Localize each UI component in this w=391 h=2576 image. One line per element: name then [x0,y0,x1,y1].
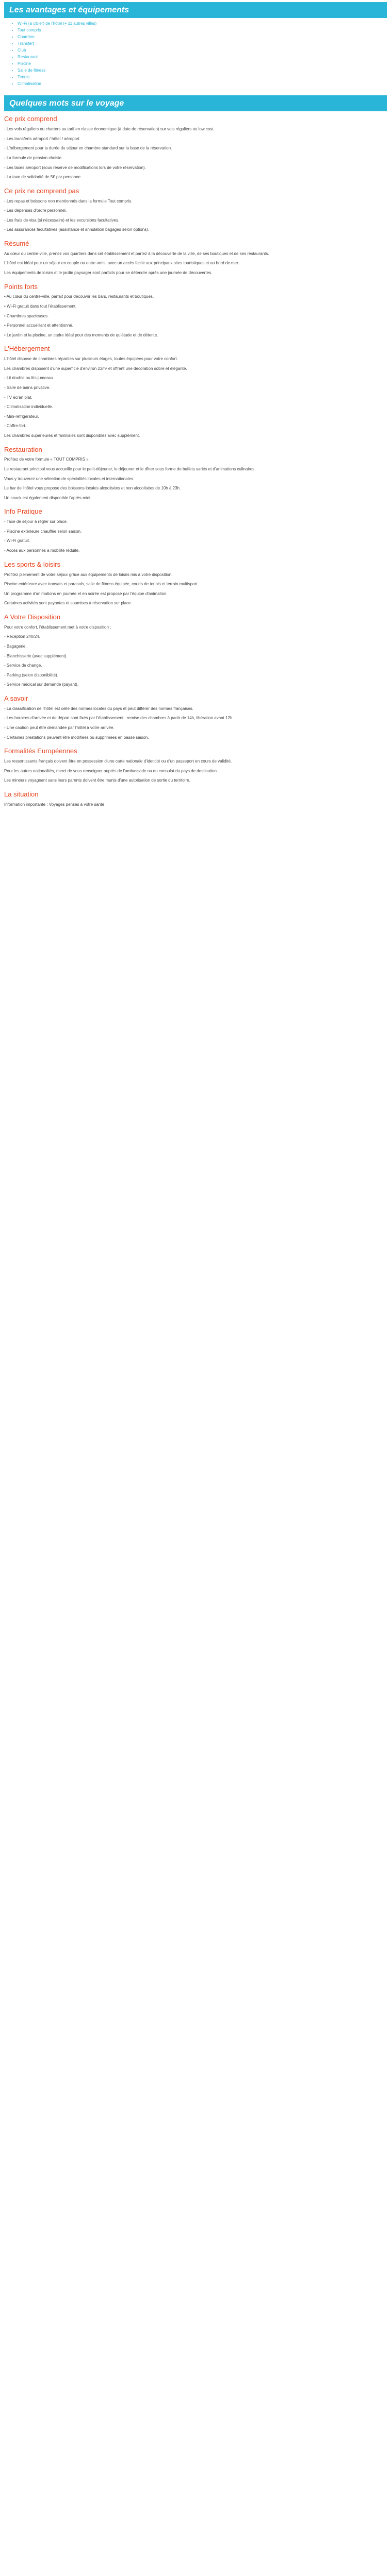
section-heading: Résumé [4,240,29,247]
advantage-item [18,40,387,47]
section-paragraph: Un snack est également disponible l'après-midi. [4,495,92,500]
advantage-item [18,54,387,60]
section-paragraph: - Parking (selon disponibilité). [4,672,58,677]
section-paragraph: Les équipements de loisirs et le jardin paysager sont parfaits pour se détendre après une journée de découvertes. [4,270,213,276]
section-heading: Info Pratique [4,507,42,516]
section-paragraph: • Wi-Fi gratuit dans tout l'établissement. [4,304,77,309]
section-paragraph: Les mineurs voyageant sans leurs parents doivent être munis d'une autorisation de sortie du territoire. [4,778,190,783]
section-paragraph: - Les transferts aéroport / hôtel / aéroport. [4,136,81,141]
section-paragraph: - Service médical sur demande (payant). [4,682,79,687]
section-paragraph: Le bar de l'hôtel vous propose des boissons locales alcoolisées et non alcoolisées de 10h à 23h. [4,486,181,491]
advantage-item [18,47,387,54]
section-paragraph: - Les dépenses d'ordre personnel. [4,208,67,213]
advantage-item [18,67,387,74]
section-paragraph: - Les vols réguliers ou charters au tarif en classe économique (à date de réservation) sur vols réguliers ou low cost. [4,127,215,132]
section-paragraph: L'hôtel dispose de chambres réparties sur plusieurs étages, toutes équipées pour votre confort. [4,357,178,362]
advantage-item [18,20,387,27]
section-paragraph: Au cœur du centre-ville, prenez vos quartiers dans cet établissement et partez à la découverte de la ville, de ses boutiques et de ses restaurants. [4,251,269,256]
advantage-label: Piscine [18,61,31,66]
section-paragraph: - Coffre-fort. [4,423,26,429]
section-paragraph: - Accès aux personnes à mobilité réduite. [4,548,80,553]
advantages-list [4,20,387,87]
advantage-label: Restaurant [18,55,38,60]
section-paragraph: - Mini-réfrigérateur. [4,414,39,419]
section-paragraph: - Réception 24h/24. [4,634,40,639]
section-heading: A Votre Disposition [4,613,61,621]
section-paragraph: - Une caution peut être demandée par l'hôtel à votre arrivée. [4,725,115,730]
section-paragraph: - Service de change. [4,663,42,668]
section-heading: Formalités Européennes [4,747,77,755]
advantage-label: Tout compris [18,28,41,33]
section-paragraph: - Blanchisserie (avec supplément). [4,653,68,658]
section-heading: A savoir [4,694,28,702]
section-paragraph: - TV écran plat. [4,395,32,400]
section-paragraph: - Certaines prestations peuvent être modifiées ou supprimées en basse saison. [4,735,149,740]
section-paragraph: Les chambres disposent d'une superficie d'environ 23m² et offrent une décoration sobre et élégante. [4,366,187,371]
section-paragraph: L'hôtel est idéal pour un séjour en couple ou entre amis, avec un accès facile aux principaux sites touristiques et au bord de mer. [4,261,239,266]
section-paragraph: • Personnel accueillant et attentionné. [4,323,73,328]
section-paragraph: - Les frais de visa (si nécessaire) et les excursions facultatives. [4,217,120,223]
section-paragraph: - L'hébergement pour la durée du séjour en chambre standard sur la base de la réservation. [4,146,172,151]
section-paragraph: - Bagagerie. [4,643,27,649]
details-sections [4,114,387,807]
section-paragraph: Piscine extérieure avec transats et parasols, salle de fitness équipée, courts de tennis et terrain multisport. [4,582,199,587]
section-paragraph: - Les horaires d'arrivée et de départ sont fixés par l'établissement : remise des chambres à partir de 14h, libération avant 12h. [4,716,234,721]
section-paragraph: Les chambres supérieures et familiales sont disponibles avec supplément. [4,433,140,438]
advantage-label: Climatisation [18,81,41,87]
advantage-label: Chambre [18,35,35,40]
section-paragraph: - Piscine extérieure chauffée selon saison. [4,529,82,534]
advantage-label: Tennis [18,75,30,80]
section-paragraph: - Lit double ou lits jumeaux. [4,376,55,381]
advantages-banner: Les avantages et équipements [4,2,387,18]
section-paragraph: - Taxe de séjour à régler sur place. [4,519,68,524]
section-paragraph: • Chambres spacieuses. [4,313,49,318]
section-paragraph: • Le jardin et la piscine, un cadre idéal pour des moments de quiétude et de détente. [4,332,158,337]
section-paragraph: - Les repas et boissons non mentionnés dans la formule Tout compris. [4,198,133,204]
section-paragraph: Information importante : Voyages pensés à votre santé [4,802,104,807]
section-paragraph: - Salle de bains privative. [4,385,51,391]
advantage-item [18,80,387,87]
section-paragraph: Profitez pleinement de votre séjour grâce aux équipements de loisirs mis à votre disposition. [4,572,173,577]
section-paragraph: • Au cœur du centre-ville, parfait pour découvrir les bars, restaurants et boutiques. [4,294,154,299]
section-paragraph: Pour les autres nationalités, merci de vous renseigner auprès de l'ambassade ou du consulat du pays de destination. [4,768,218,773]
section-heading: Points forts [4,282,38,291]
page [0,2,391,826]
advantage-item [18,60,387,67]
section-paragraph: - La taxe de solidarité de 5€ par personne. [4,175,82,180]
section-paragraph: Certaines activités sont payantes et soumises à réservation sur place. [4,601,132,606]
section-heading: Ce prix ne comprend pas [4,187,79,195]
section-heading: Restauration [4,445,42,453]
advantage-item [18,74,387,80]
details-banner: Quelques mots sur le voyage [4,95,387,111]
section-paragraph: - La formule de pension choisie. [4,156,63,160]
section-paragraph: - Les taxes aéroport (sous réserve de modifications lors de votre réservation). [4,165,146,170]
section-paragraph: Pour votre confort, l'établissement met à votre disposition : [4,624,111,630]
advantage-item [18,27,387,33]
section-paragraph: Un programme d'animations en journée et en soirée est proposé par l'équipe d'animation. [4,591,168,596]
section-paragraph: Les ressortissants français doivent être en possession d'une carte nationale d'identité ou d'un passeport en cours de validité. [4,758,232,764]
section-heading: Les sports & loisirs [4,560,61,568]
advantage-label: Club [18,48,26,53]
advantage-label: Salle de fitness [18,68,46,73]
section-paragraph: Vous y trouverez une sélection de spécialités locales et internationales. [4,476,135,481]
section-heading: L'Hébergement [4,345,50,353]
section-paragraph: - Climatisation individuelle. [4,404,53,410]
section-heading: La situation [4,790,39,798]
section-paragraph: - Wi-Fi gratuit. [4,538,30,544]
section-heading: Ce prix comprend [4,115,57,123]
section-paragraph: - La classification de l'hôtel est celle des normes locales du pays et peut différer des normes françaises. [4,706,193,711]
advantage-label: Wi-Fi (à cibler) de l'hôtel (+ 11 autres villes) [18,21,97,26]
advantage-label: Transfert [18,41,34,46]
section-paragraph: Le restaurant principal vous accueille pour le petit-déjeuner, le déjeuner et le dîner sous forme de buffets variés et d'animations culinaires. [4,467,256,472]
section-paragraph: - Les assurances facultatives (assistance et annulation bagages selon options). [4,227,150,232]
section-paragraph: Profitez de votre formule « TOUT COMPRIS » [4,457,89,462]
advantage-item [18,33,387,40]
